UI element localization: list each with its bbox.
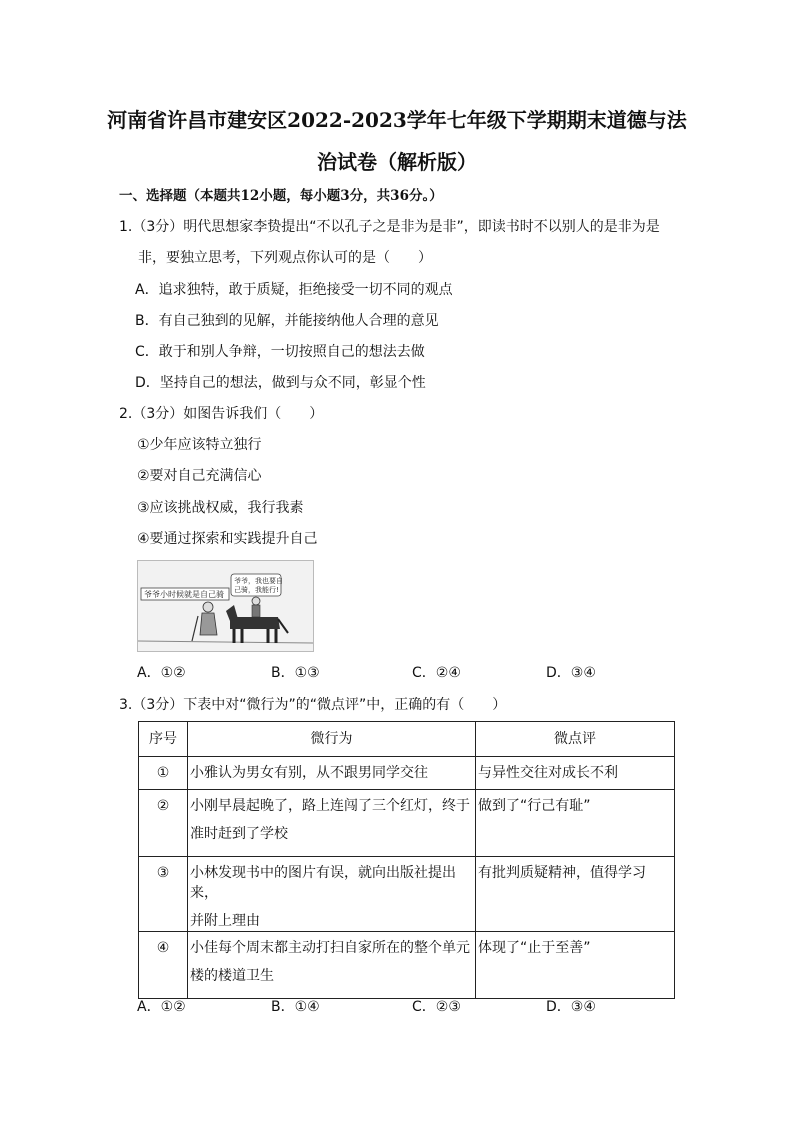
header-behavior: 微行为 (188, 722, 476, 757)
document-title-line-2: 治试卷（解析版） (317, 150, 477, 174)
row-behavior-line-2: 准时赶到了学校 (190, 826, 288, 842)
q3-choice-b: B．①④ (271, 999, 320, 1015)
q2-choice-c: C．②④ (412, 665, 461, 681)
q2-stem: 2.（3分）如图告诉我们（ ） (119, 406, 324, 422)
row-behavior (188, 857, 476, 932)
sign-text: 爷爷小时候就是自己骑 (144, 590, 224, 599)
row-comment: 有批判质疑精神，值得学习 (476, 857, 675, 932)
row-comment: 与异性交往对成长不利 (476, 757, 675, 790)
q2-statement-2: ②要对自己充满信心 (137, 468, 262, 484)
row-number: ② (139, 790, 188, 857)
section-heading: 一、选择题（本题共12小题，每小题3分，共36分。） (119, 188, 443, 204)
q2-cartoon-image (137, 560, 314, 652)
row-behavior-line-1: 小林发现书中的图片有误，就向出版社提出来， (190, 865, 456, 901)
table-row (139, 757, 675, 790)
q1-option-a: A．追求独特，敢于质疑，拒绝接受一切不同的观点 (135, 282, 453, 298)
row-behavior-line-2: 并附上理由 (190, 913, 260, 929)
boy-figure (252, 597, 260, 617)
header-comment: 微点评 (476, 722, 675, 757)
row-behavior-line-1: 小佳每个周末都主动打扫自家所在的整个单元 (190, 940, 470, 956)
cartoon-illustration (138, 561, 313, 651)
q1-option-c: C．敢于和别人争辩，一切按照自己的想法去做 (135, 344, 425, 360)
row-behavior-line-1: 小刚早晨起晚了，路上连闯了三个红灯，终于 (190, 798, 470, 814)
q2-choice-b: B．①③ (271, 665, 320, 681)
row-comment: 体现了“止于至善” (476, 932, 675, 999)
bubble-text-line-1: 爷爷，我也要自 (234, 577, 283, 585)
table-row (139, 932, 675, 999)
q3-choice-a: A．①② (137, 999, 186, 1015)
row-behavior-line-1: 小雅认为男女有别，从不跟男同学交往 (190, 765, 428, 781)
row-comment: 做到了“行己有耻” (476, 790, 675, 857)
q1-stem-line-1: 1.（3分）明代思想家李贽提出“不以孔子之是非为是非”，即读书时不以别人的是非为是 (119, 219, 660, 235)
q3-stem: 3.（3分）下表中对“微行为”的“微点评”中，正确的有（ ） (119, 697, 507, 713)
row-behavior (188, 757, 476, 790)
table-header-row (139, 722, 675, 757)
q3-choice-c: C．②③ (412, 999, 461, 1015)
q3-table (138, 721, 675, 999)
q3-choice-d: D．③④ (546, 999, 596, 1015)
row-behavior (188, 790, 476, 857)
q2-choice-d: D．③④ (546, 665, 596, 681)
table-row (139, 790, 675, 857)
bubble-text-line-2: 己骑，我能行! (234, 586, 279, 594)
row-number: ④ (139, 932, 188, 999)
q2-statement-3: ③应该挑战权威，我行我素 (137, 500, 304, 516)
row-behavior (188, 932, 476, 999)
row-number: ① (139, 757, 188, 790)
row-number: ③ (139, 857, 188, 932)
document-title-line-1: 河南省许昌市建安区2022-2023学年七年级下学期期末道德与法 (107, 108, 687, 132)
q1-option-d: D．坚持自己的想法，做到与众不同，彰显个性 (135, 375, 426, 391)
q2-statement-1: ①少年应该特立独行 (137, 437, 262, 453)
q2-choice-a: A．①② (137, 665, 186, 681)
q2-statement-4: ④要通过探索和实践提升自己 (137, 531, 318, 547)
q1-stem-line-2: 非，要独立思考，下列观点你认可的是（ ） (138, 250, 432, 266)
header-no: 序号 (139, 722, 188, 757)
table-row (139, 857, 675, 932)
row-behavior-line-2: 楼的楼道卫生 (190, 968, 274, 984)
q1-option-b: B．有自己独到的见解，并能接纳他人合理的意见 (135, 313, 439, 329)
